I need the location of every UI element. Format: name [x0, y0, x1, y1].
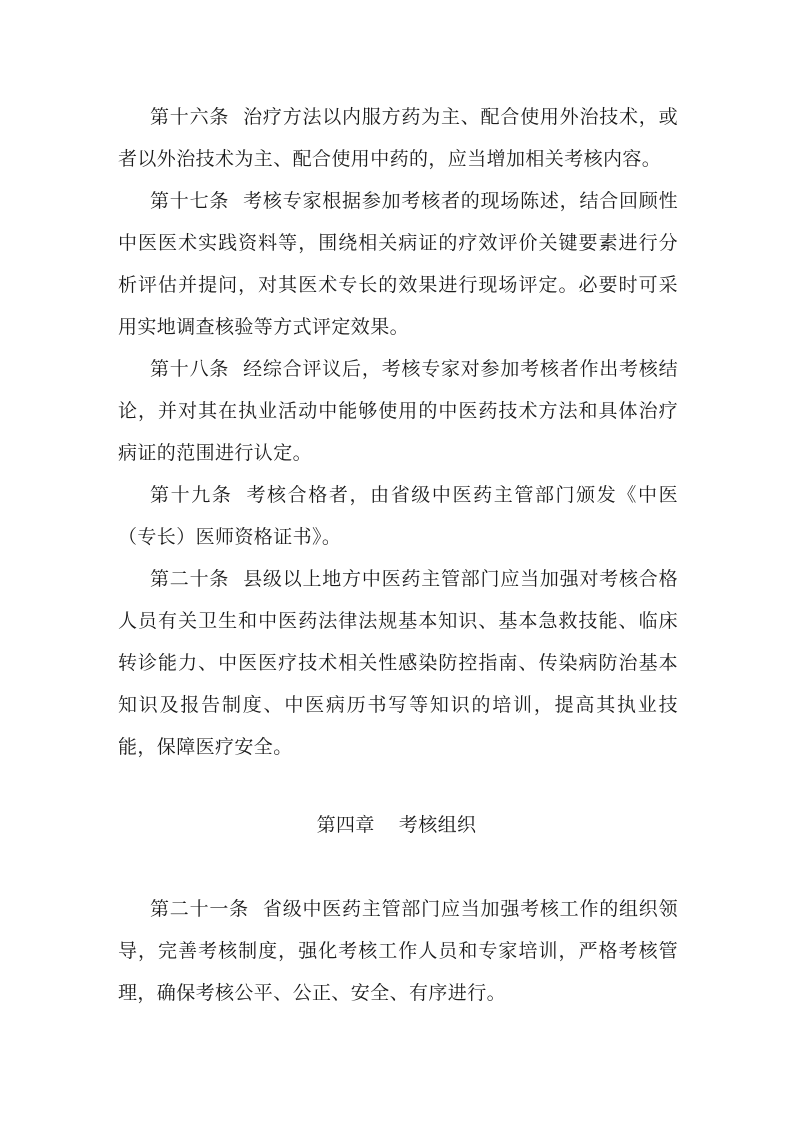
- article-number: 第十六条: [150, 106, 230, 128]
- article-text: 考核合格者，由省级中医药主管部门颁发《中医（专长）医师资格证书》。: [118, 484, 678, 548]
- article-text: 经综合评议后，考核专家对参加考核者作出考核结论，并对其在执业活动中能够使用的中医药技术方法和具体治疗病证的范围进行认定。: [118, 358, 678, 464]
- article-number: 第二十一条: [150, 898, 249, 920]
- article-17: [118, 180, 678, 348]
- article-text: 县级以上地方中医药主管部门应当加强对考核合格人员有关卫生和中医药法律法规基本知识、基本急救技能、临床转诊能力、中医医疗技术相关性感染防控指南、传染病防治基本知识及报告制度、中医病历书写等知识的培训，提高其执业技能，保障医疗安全。: [118, 568, 678, 758]
- chapter-heading: [0, 804, 793, 846]
- article-21: [118, 888, 678, 1014]
- article-number: 第二十条: [150, 568, 230, 590]
- article-text: 治疗方法以内服方药为主、配合使用外治技术，或者以外治技术为主、配合使用中药的，应当增加相关考核内容。: [118, 106, 678, 170]
- chapter-title: 考核组织: [398, 814, 477, 836]
- article-number: 第十八条: [150, 358, 230, 380]
- article-20: [118, 558, 678, 768]
- chapter-number: 第四章: [316, 814, 375, 836]
- article-16: [118, 96, 678, 180]
- article-19: [118, 474, 678, 558]
- article-number: 第十九条: [150, 484, 233, 506]
- article-text: 省级中医药主管部门应当加强考核工作的组织领导，完善考核制度，强化考核工作人员和专家培训，严格考核管理，确保考核公平、公正、安全、有序进行。: [118, 898, 678, 1004]
- article-18: [118, 348, 678, 474]
- article-text: 考核专家根据参加考核者的现场陈述，结合回顾性中医医术实践资料等，围绕相关病证的疗效评价关键要素进行分析评估并提问，对其医术专长的效果进行现场评定。必要时可采用实地调查核验等方式评定效果。: [118, 190, 678, 338]
- article-number: 第十七条: [150, 190, 230, 212]
